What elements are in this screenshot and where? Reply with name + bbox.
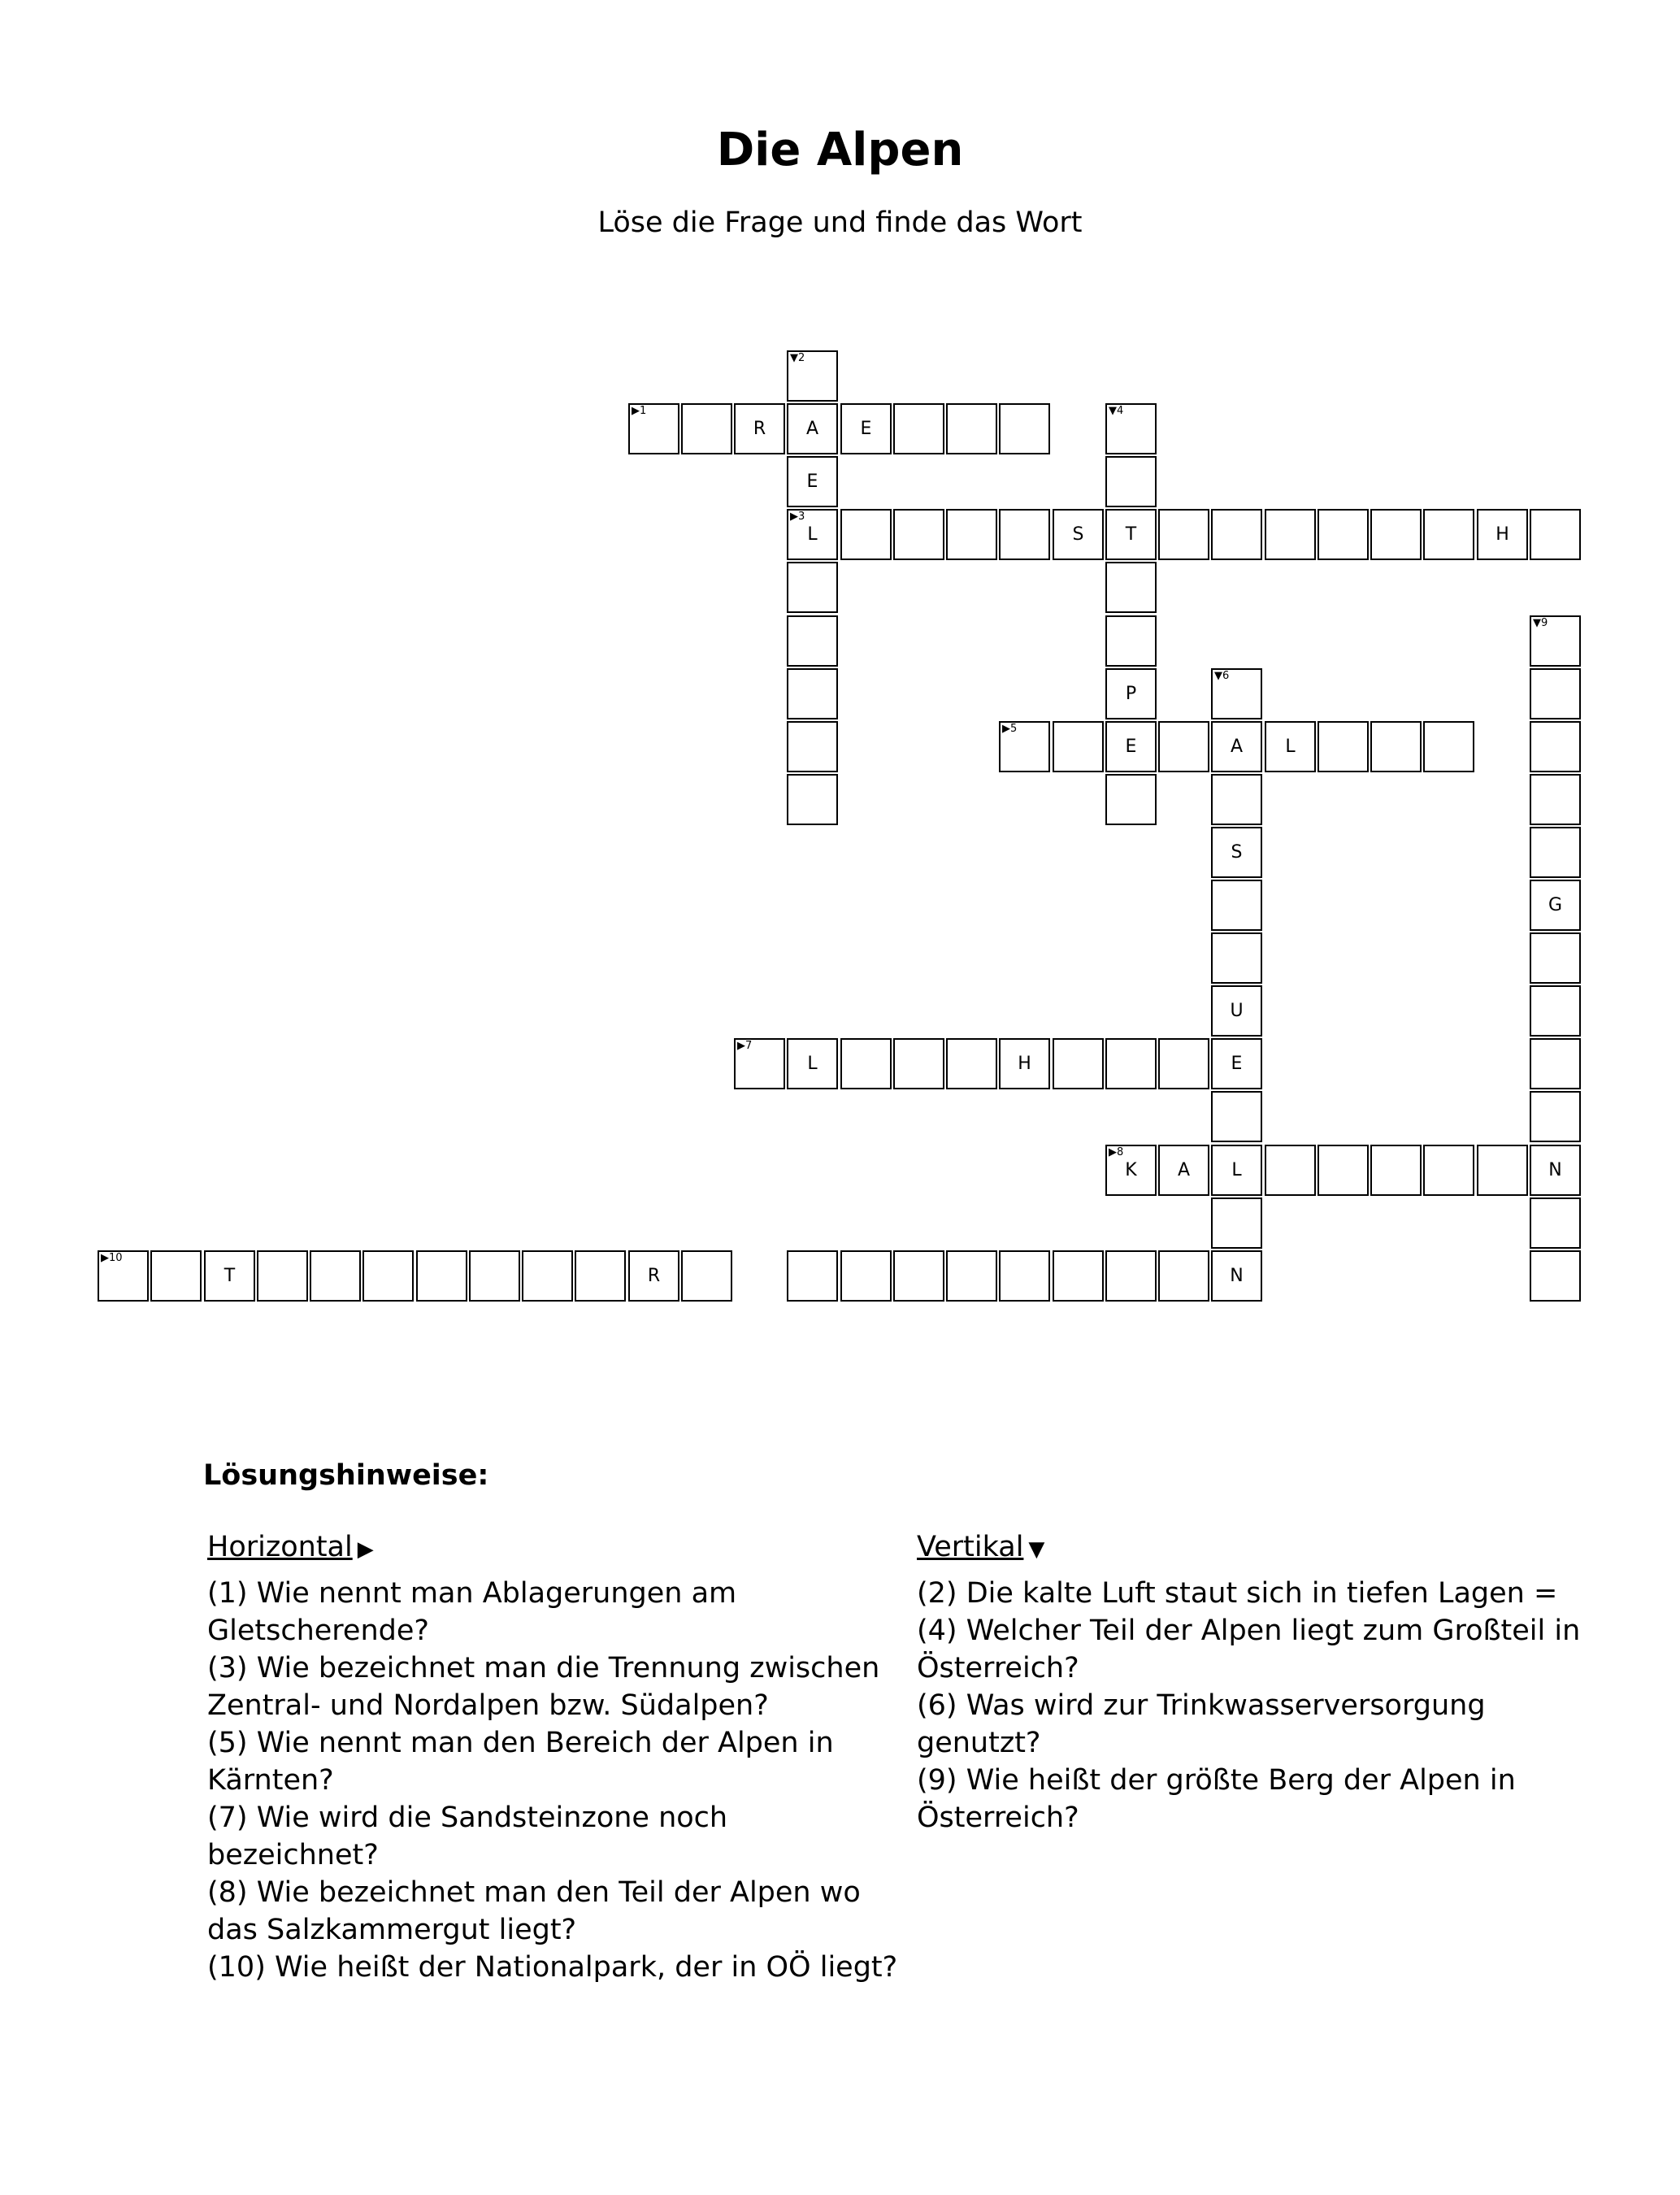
clue-horizontal-1: (1) Wie nennt man Ablagerungen am Gletscherende?: [207, 1577, 737, 1647]
crossword-cell[interactable]: [946, 403, 997, 454]
crossword-cell[interactable]: [946, 1250, 997, 1302]
cell-letter: U: [1230, 1001, 1244, 1021]
crossword-cell[interactable]: [999, 403, 1050, 454]
crossword-cell[interactable]: [787, 350, 838, 402]
horizontal-clues-column: [207, 1528, 898, 1986]
clue-vertical-4: (4) Welcher Teil der Alpen liegt zum Großteil in Österreich?: [917, 1615, 1581, 1684]
crossword-cell[interactable]: [1211, 1091, 1262, 1142]
vertical-heading-label: Vertikal: [917, 1531, 1024, 1563]
crossword-cell[interactable]: [416, 1250, 467, 1302]
crossword-cell[interactable]: [1318, 509, 1369, 560]
crossword-cell[interactable]: [522, 1250, 573, 1302]
cell-letter: R: [647, 1266, 661, 1286]
clue-number: ▼6: [1214, 670, 1230, 682]
crossword-cell[interactable]: [787, 456, 838, 507]
crossword-cell[interactable]: [1423, 1145, 1474, 1196]
crossword-cell[interactable]: [98, 1250, 149, 1302]
crossword-cell[interactable]: [787, 615, 838, 667]
crossword-cell[interactable]: [1105, 509, 1157, 560]
crossword-cell[interactable]: [893, 509, 944, 560]
cell-letter: K: [1125, 1160, 1137, 1180]
cell-letter: S: [1072, 524, 1084, 545]
crossword-cell[interactable]: [1211, 721, 1262, 772]
clue-horizontal-3: (3) Wie bezeichnet man die Trennung zwischen Zentral- und Nordalpen bzw. Südalpen?: [207, 1652, 880, 1722]
clue-horizontal-5: (5) Wie nennt man den Bereich der Alpen in Kärnten?: [207, 1727, 834, 1797]
crossword-cell[interactable]: [1530, 827, 1581, 878]
crossword-cell[interactable]: [1053, 1250, 1104, 1302]
crossword-cell[interactable]: [1053, 721, 1104, 772]
clue-number: ▶8: [1109, 1146, 1124, 1158]
clue-vertical-6: (6) Was wird zur Trinkwasserversorgung genutzt?: [917, 1689, 1486, 1759]
crossword-cell[interactable]: [840, 403, 892, 454]
cell-letter: N: [1548, 1160, 1562, 1180]
crossword-cell[interactable]: [1530, 721, 1581, 772]
crossword-cell[interactable]: [1211, 880, 1262, 931]
crossword-cell[interactable]: [1530, 615, 1581, 667]
crossword-cell[interactable]: [840, 509, 892, 560]
crossword-cell[interactable]: [1370, 1145, 1422, 1196]
page-title: Die Alpen: [716, 124, 964, 176]
crossword-cell[interactable]: [1158, 1250, 1209, 1302]
crossword-cell[interactable]: [1158, 1038, 1209, 1089]
crossword-cell[interactable]: [893, 1038, 944, 1089]
crossword-cell[interactable]: [1530, 932, 1581, 984]
crossword-cell[interactable]: [1530, 985, 1581, 1037]
crossword-cell[interactable]: [1265, 1145, 1316, 1196]
crossword-cell[interactable]: [310, 1250, 361, 1302]
clue-vertical-2: (2) Die kalte Luft staut sich in tiefen Lagen =: [917, 1577, 1558, 1610]
crossword-cell[interactable]: [999, 509, 1050, 560]
horizontal-heading: [207, 1528, 898, 1568]
crossword-cell[interactable]: [1530, 774, 1581, 825]
crossword-cell[interactable]: [1105, 774, 1157, 825]
right-arrow-icon: ▶: [357, 1537, 374, 1562]
crossword-cell[interactable]: [946, 509, 997, 560]
crossword-cell[interactable]: [1530, 509, 1581, 560]
crossword-cell[interactable]: [628, 1250, 679, 1302]
cell-letter: T: [224, 1266, 236, 1286]
crossword-cell[interactable]: [1318, 1145, 1369, 1196]
crossword-cell[interactable]: [1423, 509, 1474, 560]
crossword-cell[interactable]: [840, 1038, 892, 1089]
crossword-cell[interactable]: [787, 1250, 838, 1302]
crossword-cell[interactable]: [1105, 562, 1157, 613]
crossword-cell[interactable]: [999, 1250, 1050, 1302]
crossword-cell[interactable]: [1211, 668, 1262, 719]
crossword-cell[interactable]: [946, 1038, 997, 1089]
down-arrow-icon: ▼: [1028, 1537, 1045, 1562]
crossword-cell[interactable]: [734, 1038, 785, 1089]
crossword-cell[interactable]: [1211, 1145, 1262, 1196]
crossword-cell[interactable]: [1211, 985, 1262, 1037]
cell-letter: E: [860, 419, 872, 439]
crossword-cell[interactable]: [893, 1250, 944, 1302]
crossword-cell[interactable]: [1370, 721, 1422, 772]
cell-letter: T: [1125, 524, 1137, 545]
cell-letter: E: [1125, 737, 1137, 757]
crossword-cell[interactable]: [1530, 1197, 1581, 1249]
clue-number: ▼9: [1533, 617, 1548, 629]
crossword-cell[interactable]: [1318, 721, 1369, 772]
cell-letter: A: [805, 419, 819, 439]
cell-letter: P: [1125, 684, 1137, 704]
crossword-cell[interactable]: [734, 403, 785, 454]
crossword-cell[interactable]: [1158, 721, 1209, 772]
clue-number: ▶1: [632, 405, 647, 417]
crossword-cell[interactable]: [204, 1250, 255, 1302]
crossword-cell[interactable]: [1105, 403, 1157, 454]
cell-letter: H: [1018, 1054, 1031, 1074]
cell-letter: L: [807, 524, 818, 545]
clue-number: ▶5: [1002, 723, 1018, 735]
crossword-cell[interactable]: [681, 403, 732, 454]
cell-letter: R: [753, 419, 766, 439]
crossword-cell[interactable]: [1053, 1038, 1104, 1089]
crossword-cell[interactable]: [1530, 880, 1581, 931]
crossword-cell[interactable]: [1211, 932, 1262, 984]
crossword-cell[interactable]: [1211, 827, 1262, 878]
crossword-cell[interactable]: [150, 1250, 202, 1302]
crossword-cell[interactable]: [999, 1038, 1050, 1089]
crossword-cell[interactable]: [787, 509, 838, 560]
crossword-cell[interactable]: [1370, 509, 1422, 560]
crossword-cell[interactable]: [787, 403, 838, 454]
cell-letter: A: [1230, 737, 1244, 757]
clue-number: ▼4: [1109, 405, 1124, 417]
crossword-cell[interactable]: [1105, 668, 1157, 719]
vertical-heading: [917, 1528, 1608, 1568]
crossword-cell[interactable]: [1158, 509, 1209, 560]
clue-number: ▶7: [737, 1040, 753, 1052]
crossword-cell[interactable]: [362, 1250, 414, 1302]
crossword-cell[interactable]: [1105, 456, 1157, 507]
clue-number: ▶10: [101, 1252, 123, 1264]
crossword-cell[interactable]: [1530, 1145, 1581, 1196]
clue-horizontal-8: (8) Wie bezeichnet man den Teil der Alpen wo das Salzkammergut liegt?: [207, 1876, 861, 1946]
crossword-cell[interactable]: [628, 403, 679, 454]
crossword-cell[interactable]: [1158, 1145, 1209, 1196]
cell-letter: L: [1231, 1160, 1242, 1180]
cell-letter: A: [1177, 1160, 1191, 1180]
cell-letter: E: [1231, 1054, 1243, 1074]
cell-letter: G: [1548, 895, 1563, 915]
crossword-cell[interactable]: [1053, 509, 1104, 560]
cell-letter: S: [1231, 842, 1243, 863]
crossword-cell[interactable]: [1530, 1038, 1581, 1089]
crossword-cell[interactable]: [787, 721, 838, 772]
crossword-cell[interactable]: [787, 562, 838, 613]
crossword-cell[interactable]: [999, 721, 1050, 772]
crossword-cell[interactable]: [1211, 1250, 1262, 1302]
cell-letter: L: [1285, 737, 1296, 757]
cell-letter: N: [1230, 1266, 1244, 1286]
crossword-cell[interactable]: [893, 403, 944, 454]
crossword-cell[interactable]: [1211, 509, 1262, 560]
horizontal-heading-label: Horizontal: [207, 1531, 353, 1563]
clue-number: ▼2: [790, 352, 805, 364]
crossword-cell[interactable]: [1105, 721, 1157, 772]
cell-letter: H: [1496, 524, 1509, 545]
crossword-cell[interactable]: [681, 1250, 732, 1302]
cell-letter: L: [807, 1054, 818, 1074]
crossword-cell[interactable]: [1105, 1145, 1157, 1196]
crossword-cell[interactable]: [1477, 1145, 1528, 1196]
hints-heading: Lösungshinweise:: [203, 1459, 489, 1492]
crossword-cell[interactable]: [469, 1250, 520, 1302]
crossword-cell[interactable]: [1477, 509, 1528, 560]
crossword-cell[interactable]: [1265, 509, 1316, 560]
crossword-cell[interactable]: [1105, 1250, 1157, 1302]
crossword-cell[interactable]: [787, 1038, 838, 1089]
crossword-cell[interactable]: [1530, 668, 1581, 719]
crossword-cell[interactable]: [1530, 1091, 1581, 1142]
crossword-cell[interactable]: [575, 1250, 626, 1302]
crossword-cell[interactable]: [1211, 1038, 1262, 1089]
cell-letter: E: [806, 472, 818, 492]
crossword-cell[interactable]: [1211, 774, 1262, 825]
crossword-cell[interactable]: [787, 774, 838, 825]
clue-horizontal-10: (10) Wie heißt der Nationalpark, der in OÖ liegt?: [207, 1951, 898, 1984]
vertical-clues-column: [917, 1528, 1608, 1836]
crossword-cell[interactable]: [1265, 721, 1316, 772]
crossword-cell[interactable]: [1423, 721, 1474, 772]
crossword-cell[interactable]: [1105, 615, 1157, 667]
crossword-cell[interactable]: [257, 1250, 308, 1302]
crossword-cell[interactable]: [1105, 1038, 1157, 1089]
crossword-cell[interactable]: [840, 1250, 892, 1302]
clue-horizontal-7: (7) Wie wird die Sandsteinzone noch bezeichnet?: [207, 1802, 728, 1871]
crossword-cell[interactable]: [787, 668, 838, 719]
crossword-cell[interactable]: [1530, 1250, 1581, 1302]
crossword-cell[interactable]: [1211, 1197, 1262, 1249]
page-subtitle: Löse die Frage und finde das Wort: [597, 206, 1083, 239]
clue-vertical-9: (9) Wie heißt der größte Berg der Alpen in Österreich?: [917, 1764, 1516, 1834]
clue-number: ▶3: [790, 511, 805, 523]
